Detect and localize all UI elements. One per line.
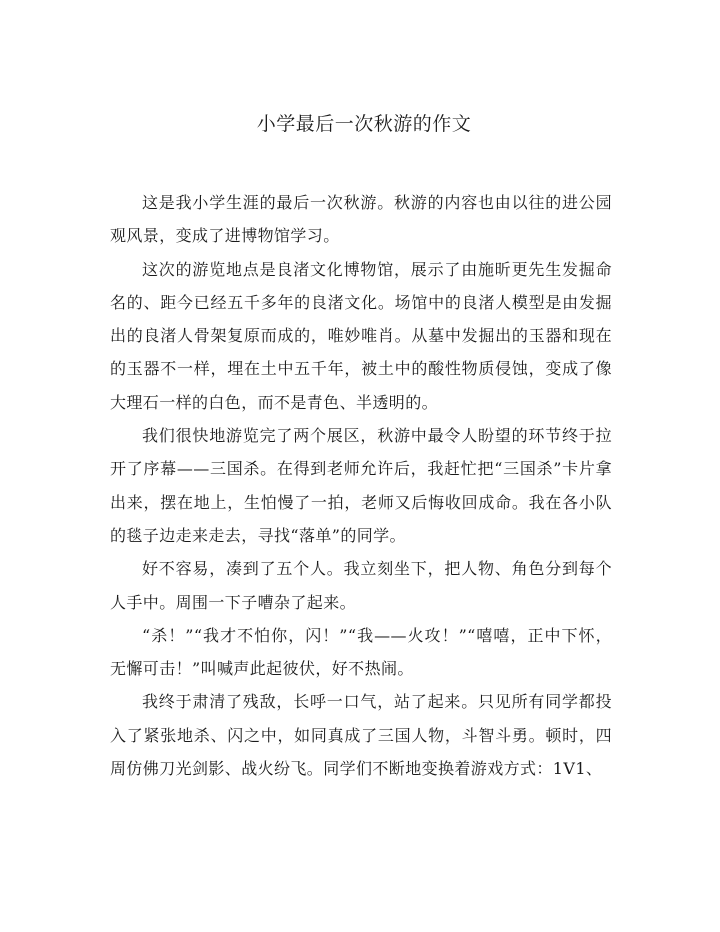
paragraph-3: 我们很快地游览完了两个展区，秋游中最令人盼望的环节终于拉开了序幕——三国杀。在得到老师允许后，我赶忙把“三国杀”卡片拿出来，摆在地上，生怕慢了一拍，老师又后悔收回成命。我在各小队的毯子边走来走去，寻找“落单”的同学。 — [110, 426, 612, 545]
paragraph-1: 这是我小学生涯的最后一次秋游。秋游的内容也由以往的进公园观风景，变成了进博物馆学习。 — [110, 193, 612, 246]
paragraph-2: 这次的游览地点是良渚文化博物馆，展示了由施昕更先生发掘命名的、距今已经五千多年的良渚文化。场馆中的良渚人模型是由发掘出的良渚人骨架复原而成的，唯妙唯肖。从墓中发掘出的玉器和现在的玉器不一样，埋在土中五千年，被土中的酸性物质侵蚀，变成了像大理石一样的白色，而不是青色、半透明的。 — [110, 259, 612, 412]
document-body — [110, 186, 612, 785]
paragraph-6: 我终于肃清了残敌，长呼一口气，站了起来。只见所有同学都投入了紧张地杀、闪之中，如同真成了三国人物，斗智斗勇。顿时，四周仿佛刀光剑影、战火纷飞。同学们不断地变换着游戏方式：1V1、 — [110, 692, 612, 779]
document-title: 小学最后一次秋游的作文 — [256, 113, 472, 135]
paragraph-4: 好不容易，凑到了五个人。我立刻坐下，把人物、角色分到每个人手中。周围一下子嘈杂了起来。 — [110, 559, 612, 612]
paragraph-5: “杀！”“我才不怕你，闪！”“我——火攻！”“嘻嘻，正中下怀，无懈可击！”叫喊声此起彼伏，好不热闹。 — [110, 625, 612, 679]
document-page — [110, 110, 612, 785]
